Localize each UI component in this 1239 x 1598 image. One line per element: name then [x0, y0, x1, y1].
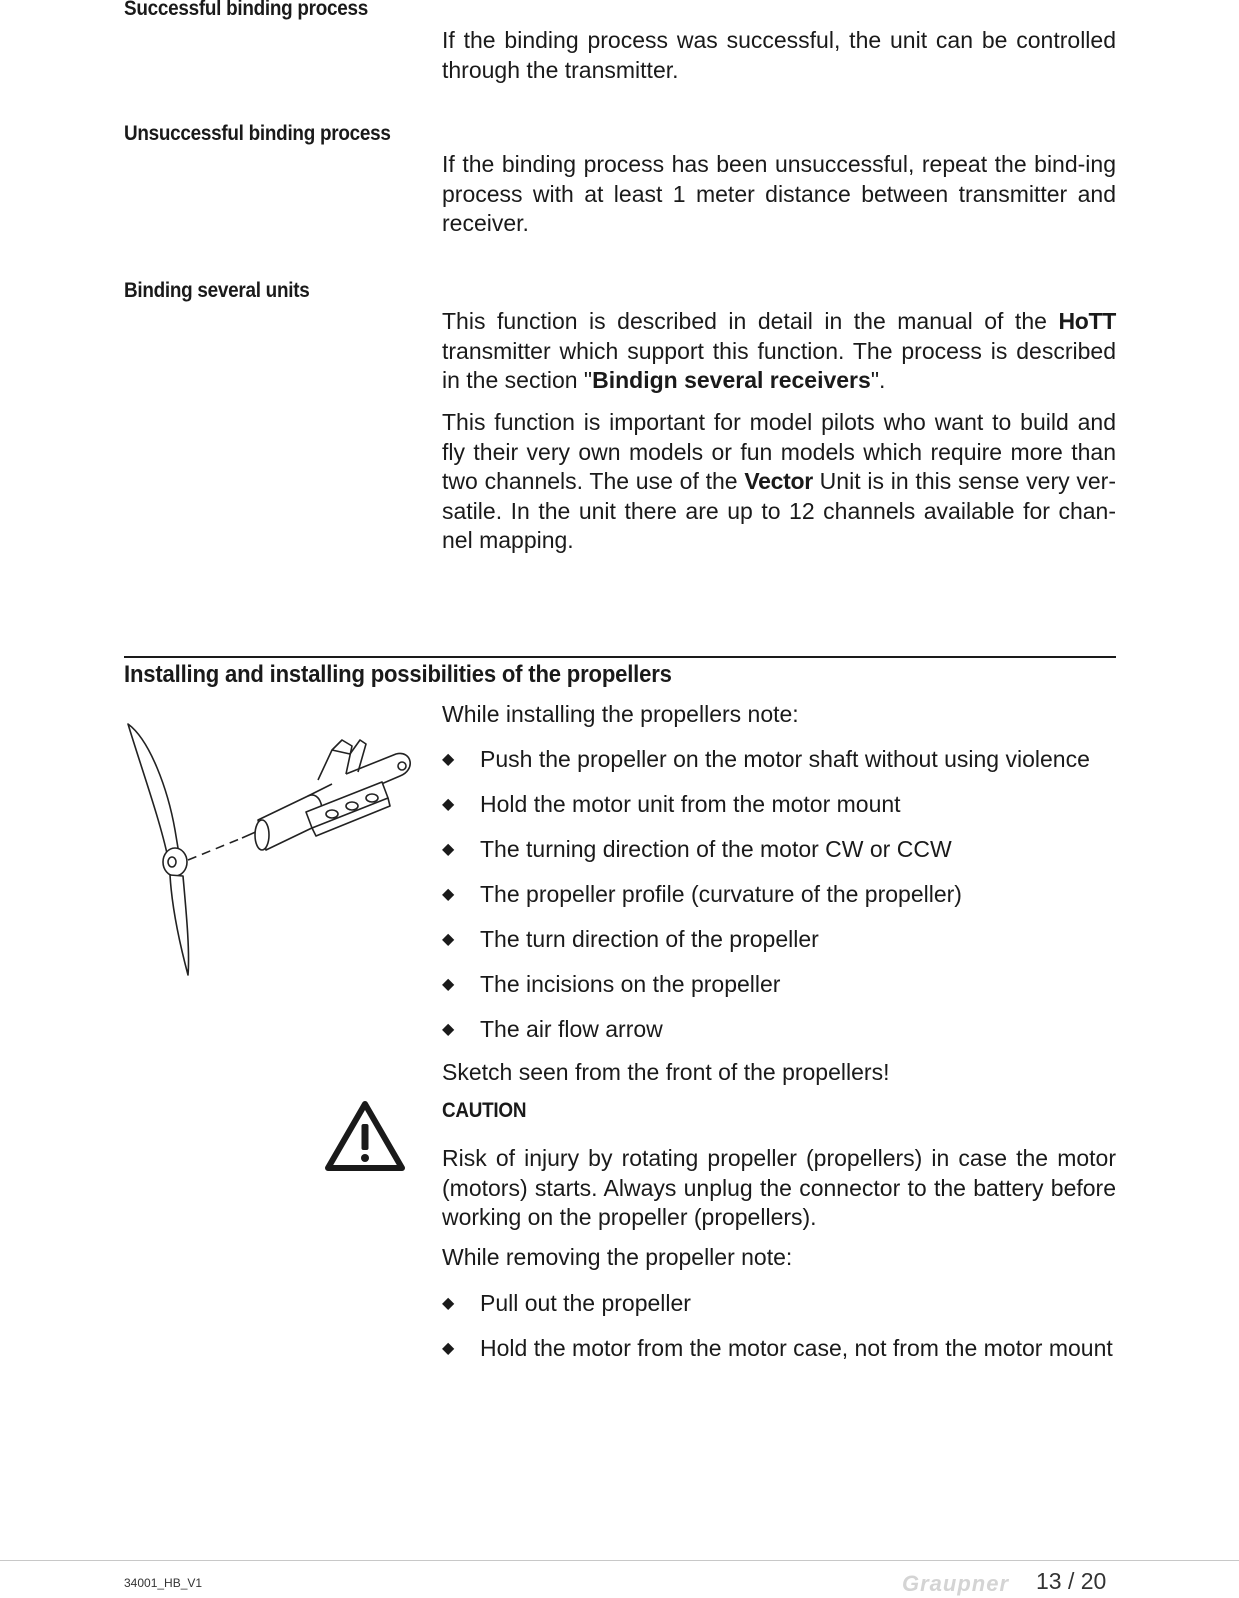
caution-text: Risk of injury by rotating propeller (propellers) in case the motor (motors) starts. Always unplug the connector to the battery before working on the propeller (propellers). — [442, 1145, 1116, 1230]
warning-triangle-icon — [322, 1098, 408, 1174]
label-binding-several: Binding several units — [124, 279, 310, 302]
list-item: ◆ The propeller profile (curvature of the propeller) — [442, 878, 1116, 911]
diamond-bullet-icon: ◆ — [442, 751, 455, 768]
diamond-bullet-icon: ◆ — [442, 976, 455, 993]
caution-title: CAUTION — [442, 1099, 527, 1122]
page-number: 13 / 20 — [1036, 1568, 1107, 1594]
label-unsuccessful-binding: Unsuccessful binding process — [124, 122, 391, 145]
list-item: ◆ The turning direction of the motor CW or CCW — [442, 833, 1116, 866]
list-item: ◆ The turn direction of the propeller — [442, 923, 1116, 956]
diamond-bullet-icon: ◆ — [442, 1295, 455, 1312]
brand-hott: HoTT — [1058, 308, 1116, 334]
propeller-motor-illustration — [120, 710, 420, 985]
text-binding-several-p2: This function is important for model pilots who want to build and fly their very own models or fun models which require more than two channels. The use of the Vector Unit is in this sense very ver-satile. In the unit there are up to 12 channels available for chan-nel mapping. — [442, 409, 1117, 553]
brand-vector: Vector — [744, 468, 813, 494]
diamond-bullet-icon: ◆ — [442, 886, 455, 903]
list-item: ◆ Hold the motor unit from the motor mount — [442, 788, 1116, 821]
list-item: ◆ The incisions on the propeller — [442, 968, 1116, 1001]
diamond-bullet-icon: ◆ — [442, 796, 455, 813]
sketch-note: Sketch seen from the front of the propellers! — [442, 1059, 890, 1085]
diamond-bullet-icon: ◆ — [442, 841, 455, 858]
section-divider — [124, 656, 1116, 658]
list-item: ◆ The air flow arrow — [442, 1013, 1116, 1046]
list-item: ◆ Pull out the propeller — [442, 1287, 1116, 1320]
label-successful-binding: Successful binding process — [124, 0, 368, 20]
diamond-bullet-icon: ◆ — [442, 1340, 455, 1357]
list-item: ◆ Push the propeller on the motor shaft without using violence — [442, 743, 1116, 776]
text-successful-binding: If the binding process was successful, the unit can be controlled through the transmitter. — [442, 27, 1116, 83]
diamond-bullet-icon: ◆ — [442, 1021, 455, 1038]
document-code: 34001_HB_V1 — [124, 1576, 203, 1590]
install-intro: While installing the propellers note: — [442, 701, 799, 727]
section-reference: Bindign several receivers — [592, 367, 871, 393]
footer-divider — [0, 1560, 1239, 1561]
removing-intro: While removing the propeller note: — [442, 1244, 793, 1270]
text-binding-several-p1: This function is described in detail in the manual of the HoTT transmitter which support this function. The process is described in the section "Bindign several receivers". — [442, 308, 1116, 393]
text-unsuccessful-binding: If the binding process has been unsuccessful, repeat the bind-ing process with at least 1 meter distance between transmitter and receiver. — [442, 151, 1116, 236]
list-item: ◆ Hold the motor from the motor case, not from the motor mount — [442, 1332, 1116, 1398]
diamond-bullet-icon: ◆ — [442, 931, 455, 948]
brand-logo: Graupner — [902, 1571, 1010, 1596]
propellers-heading: Installing and installing possibilities of the propellers — [124, 661, 672, 688]
